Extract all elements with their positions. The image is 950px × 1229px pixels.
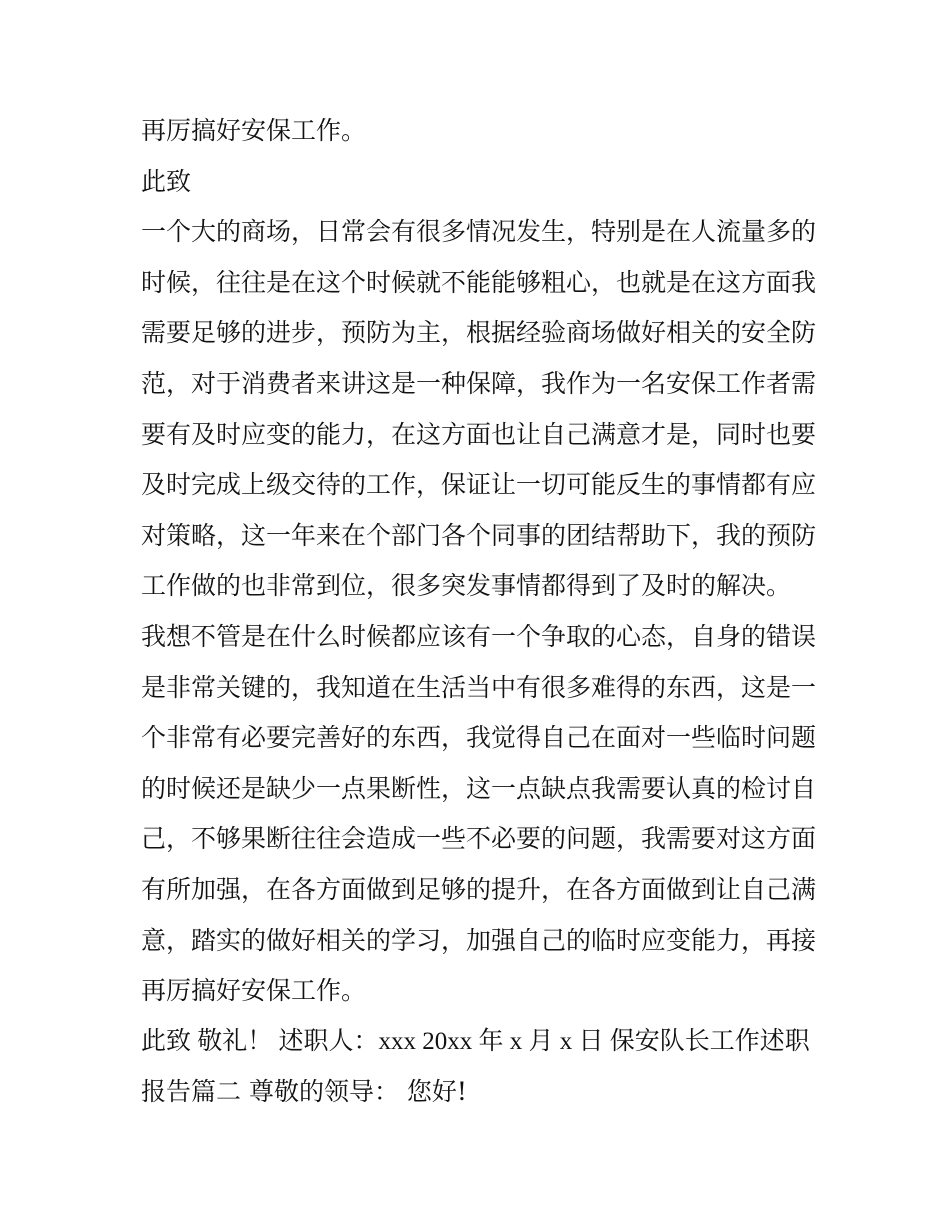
text-line-14: 的时候还是缺少一点果断性，这一点缺点我需要认真的检讨自 bbox=[141, 773, 817, 803]
text-line-17: 意，踏实的做好相关的学习，加强自己的临时应变能力，再接 bbox=[141, 925, 817, 955]
text-line-15: 己，不够果断往往会造成一些不必要的问题，我需要对这方面 bbox=[141, 824, 817, 854]
text-line-8: 及时完成上级交待的工作，保证让一切可能反生的事情都有应 bbox=[141, 470, 817, 500]
text-line-19: 此致 敬礼！ 述职人：xxx 20xx 年 x 月 x 日 保安队长工作述职 bbox=[141, 1027, 810, 1055]
text-line-2: 此致 bbox=[141, 166, 192, 196]
text-line-20: 报告篇二 尊敬的领导： 您好! bbox=[141, 1077, 467, 1107]
text-line-13: 个非常有必要完善好的东西，我觉得自己在面对一些临时问题 bbox=[141, 723, 817, 753]
text-line-7: 要有及时应变的能力，在这方面也让自己满意才是，同时也要 bbox=[141, 419, 817, 449]
text-line-12: 是非常关键的，我知道在生活当中有很多难得的东西，这是一 bbox=[141, 672, 817, 702]
text-line-10: 工作做的也非常到位，很多突发事情都得到了及时的解决。 bbox=[141, 571, 792, 601]
text-line-3: 一个大的商场，日常会有很多情况发生，特别是在人流量多的 bbox=[141, 217, 817, 247]
text-line-9: 对策略，这一年来在个部门各个同事的团结帮助下，我的预防 bbox=[141, 520, 817, 550]
text-line-18: 再厉搞好安保工作。 bbox=[141, 976, 367, 1006]
text-line-5: 需要足够的进步，预防为主，根据经验商场做好相关的安全防 bbox=[141, 318, 817, 348]
text-line-6: 范，对于消费者来讲这是一种保障，我作为一名安保工作者需 bbox=[141, 368, 817, 398]
text-line-4: 时候，往往是在这个时候就不能能够粗心，也就是在这方面我 bbox=[141, 267, 817, 297]
document-body bbox=[141, 106, 821, 1118]
text-line-1: 再厉搞好安保工作。 bbox=[141, 116, 367, 145]
text-line-11: 我想不管是在什么时候都应该有一个争取的心态，自身的错误 bbox=[141, 621, 817, 651]
text-line-16: 有所加强，在各方面做到足够的提升，在各方面做到让自己满 bbox=[141, 874, 817, 904]
